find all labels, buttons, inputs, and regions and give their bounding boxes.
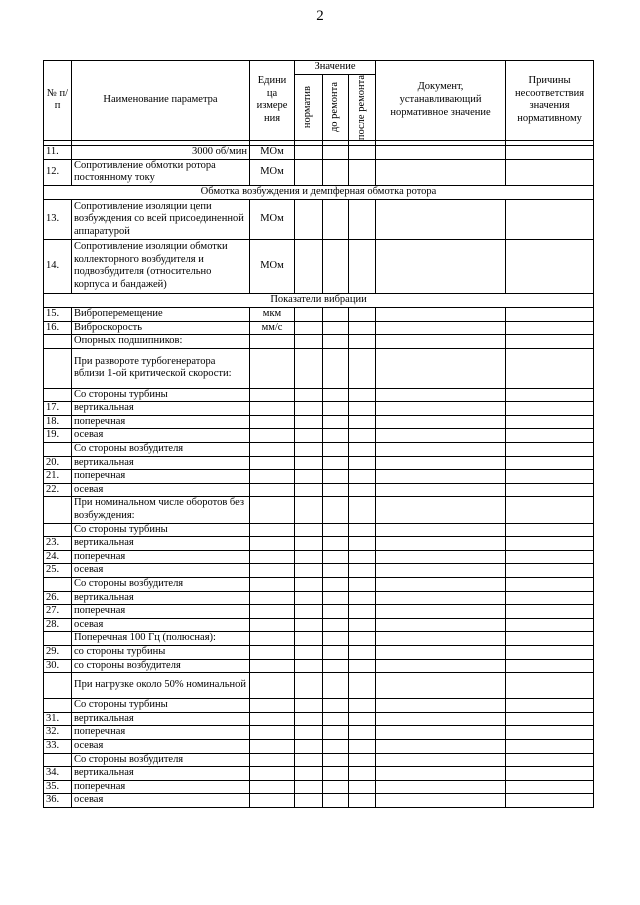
table-row: 32. поперечная [44, 726, 594, 740]
section-row: Показатели вибрации [44, 293, 594, 307]
table-row: 25. осевая [44, 564, 594, 578]
table-row: 15. Виброперемещение мкм [44, 307, 594, 321]
table-row: Со стороны турбины [44, 699, 594, 713]
table-row: Со стороны возбудителя [44, 578, 594, 592]
header-document: Документ, устанавливающий нормативное значение [376, 61, 506, 141]
table-row: 20. вертикальная [44, 456, 594, 470]
table-row: 35. поперечная [44, 780, 594, 794]
table-row: 33. осевая [44, 739, 594, 753]
table-row: Со стороны возбудителя [44, 753, 594, 767]
header-reason: Причины несоответствия значения нормативному [506, 61, 594, 141]
table-row: Со стороны возбудителя [44, 443, 594, 457]
table-row: 11. 3000 об/мин МОм [44, 145, 594, 159]
table-row: 28. осевая [44, 618, 594, 632]
table-row: 18. поперечная [44, 415, 594, 429]
table-row: При развороте турбогенератора вблизи 1-ой критической скорости: [44, 348, 594, 388]
header-norm: норматив [295, 74, 323, 140]
table-row: 31. вертикальная [44, 712, 594, 726]
table-row: Опорных подшипников: [44, 335, 594, 349]
table-row: 36. осевая [44, 794, 594, 808]
table-row: 22. осевая [44, 483, 594, 497]
page-number: 2 [316, 8, 324, 24]
table-row: 19. осевая [44, 429, 594, 443]
header-value: Значение [295, 61, 376, 75]
header-after: после ремонта [349, 74, 376, 140]
table-row: 13. Сопротивление изоляции цепи возбуждения со всей присоединенной аппаратурой МОм [44, 199, 594, 239]
header-before: до ремонта [323, 74, 349, 140]
header-unit: Едини ца измере ния [250, 61, 295, 141]
table-row: Поперечная 100 Гц (полюсная): [44, 632, 594, 646]
table-row: 26. вертикальная [44, 591, 594, 605]
table-row: 14. Сопротивление изоляции обмотки коллекторного возбудителя и подвозбудителя (относительно корпуса и бандажей) МОм [44, 239, 594, 293]
table-row: 16. Виброскорость мм/с [44, 321, 594, 335]
table-row: 29. со стороны турбины [44, 645, 594, 659]
table-row: 30. со стороны возбудителя [44, 659, 594, 673]
header-num: № п/п [44, 61, 72, 141]
section-row: Обмотка возбуждения и демпферная обмотка ротора [44, 185, 594, 199]
table-row: При нагрузке около 50% номинальной [44, 673, 594, 699]
table-row: При номинальном числе оборотов без возбуждения: [44, 497, 594, 523]
table-row: 34. вертикальная [44, 767, 594, 781]
table-row: Со стороны турбины [44, 523, 594, 537]
table-row: 24. поперечная [44, 550, 594, 564]
table-row: Со стороны турбины [44, 388, 594, 402]
table-row: 27. поперечная [44, 605, 594, 619]
table-row: 12. Сопротивление обмотки ротора постоянному току МОм [44, 159, 594, 185]
table-row: 17. вертикальная [44, 402, 594, 416]
table-row: 21. поперечная [44, 470, 594, 484]
parameters-table [43, 60, 594, 808]
table-row: 23. вертикальная [44, 537, 594, 551]
header-name: Наименование параметра [72, 61, 250, 141]
